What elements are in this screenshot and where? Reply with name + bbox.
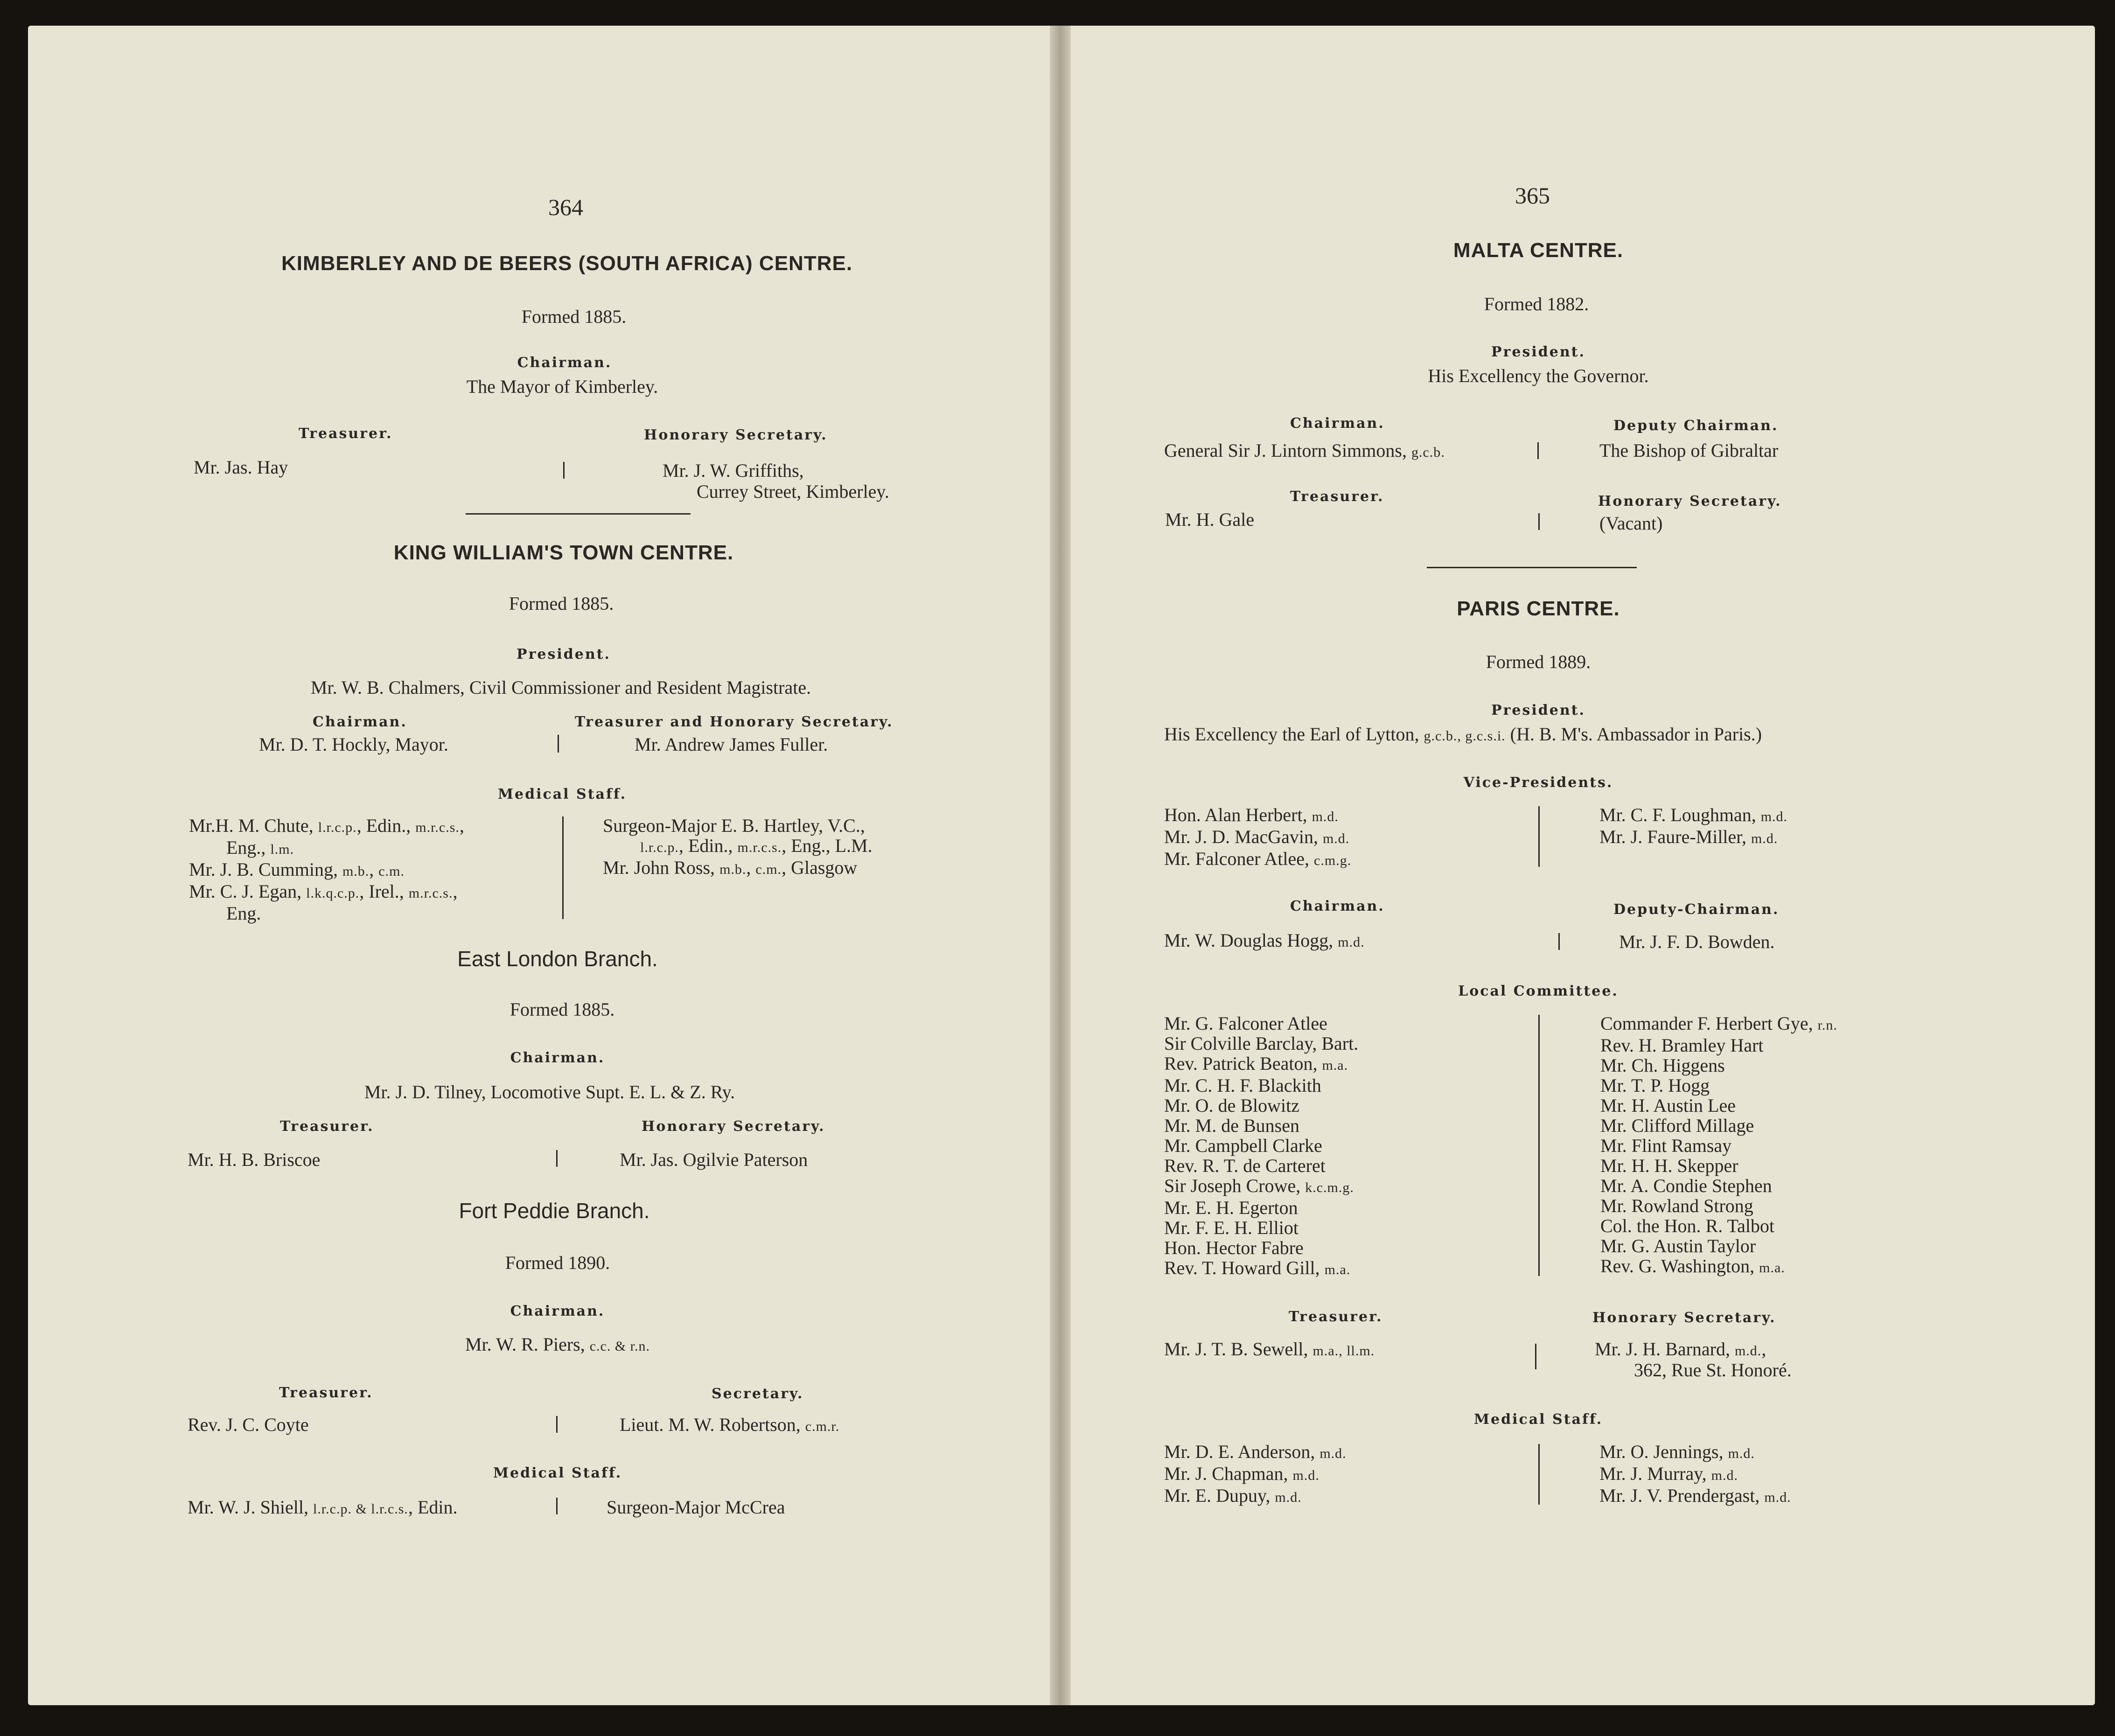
name-text: Mr. O. Jennings, bbox=[1599, 1441, 1728, 1462]
name-text: Mr. Ch. Higgens bbox=[1600, 1055, 1725, 1076]
list-item bbox=[1600, 1116, 1837, 1136]
name-text: Eng. bbox=[226, 903, 261, 924]
medical-staff-right bbox=[1599, 1442, 1791, 1507]
name-text: , bbox=[369, 859, 379, 880]
medical-staff-label: Medical Staff. bbox=[493, 1465, 622, 1481]
name-text: Rev. G. Washington, bbox=[1600, 1255, 1759, 1276]
list-item bbox=[1164, 1033, 1358, 1053]
deputy-chairman-name: Mr. J. F. D. Bowden. bbox=[1619, 931, 1775, 952]
formed-date: Formed 1885. bbox=[510, 999, 615, 1020]
local-committee-label: Local Committee. bbox=[1458, 983, 1619, 999]
list-item bbox=[1164, 1176, 1358, 1198]
chairman-label: Chairman. bbox=[1290, 898, 1385, 914]
formed-date: Formed 1889. bbox=[1486, 651, 1591, 672]
president-label: President. bbox=[517, 646, 611, 662]
list-item bbox=[1164, 1485, 1347, 1507]
name-text: Mr. E. H. Egerton bbox=[1164, 1197, 1298, 1218]
chairman-label: Chairman. bbox=[510, 1303, 605, 1319]
book-gutter bbox=[1050, 26, 1071, 1705]
name-text: Mr. D. E. Anderson, bbox=[1164, 1441, 1320, 1462]
name-text: Mr. J. B. Cumming, bbox=[189, 859, 342, 880]
treasurer-name: Mr. J. T. B. Sewell, m.a., ll.m. bbox=[1164, 1339, 1375, 1360]
list-item bbox=[1600, 1095, 1837, 1116]
name-text: Mr. M. de Bunsen bbox=[1164, 1115, 1299, 1136]
vice-presidents-left bbox=[1164, 805, 1351, 871]
list-item bbox=[189, 903, 464, 923]
qualification: r.n. bbox=[1817, 1018, 1837, 1033]
name-text: Mr. J. Faure-Miller, bbox=[1599, 826, 1752, 847]
list-item bbox=[1600, 1075, 1837, 1095]
qualification: m.d. bbox=[1760, 809, 1788, 824]
name-text: Rev. H. Bramley Hart bbox=[1600, 1035, 1764, 1056]
name-text: , Eng., L.M. bbox=[782, 835, 873, 856]
name-text: Mr. T. P. Hogg bbox=[1600, 1075, 1710, 1096]
chairman-label: Chairman. bbox=[510, 1050, 605, 1066]
name-text: Sir Colville Barclay, Bart. bbox=[1164, 1033, 1359, 1054]
list-item bbox=[1600, 1136, 1837, 1156]
secretary-address: Currey Street, Kimberley. bbox=[697, 481, 889, 502]
secretary-name: Mr. J. H. Barnard, m.d., bbox=[1595, 1339, 1766, 1360]
name-text: Mr. G. Falconer Atlee bbox=[1164, 1013, 1327, 1034]
column-divider bbox=[1538, 1015, 1540, 1276]
name-text: Mr. John Ross, bbox=[603, 857, 720, 878]
list-item bbox=[603, 816, 873, 836]
column-divider bbox=[1538, 513, 1540, 530]
local-committee-left bbox=[1164, 1013, 1358, 1280]
list-item bbox=[1599, 1464, 1791, 1485]
formed-date: Formed 1885. bbox=[521, 306, 627, 327]
list-item bbox=[1164, 1238, 1358, 1258]
name-text: Mr. J. D. MacGavin, bbox=[1164, 826, 1323, 847]
name-text: Sir Joseph Crowe, bbox=[1164, 1175, 1305, 1196]
name-text: , bbox=[459, 815, 464, 836]
name-text: Mr. Flint Ramsay bbox=[1600, 1135, 1732, 1156]
deputy-chairman-label: Deputy-Chairman. bbox=[1613, 901, 1780, 918]
qualification: m.r.c.s. bbox=[415, 820, 460, 835]
section-title: PARIS CENTRE. bbox=[1457, 597, 1620, 620]
name-text: Rev. R. T. de Carteret bbox=[1164, 1155, 1326, 1176]
treasurer-name: Mr. Jas. Hay bbox=[194, 457, 288, 478]
president-label: President. bbox=[1491, 702, 1585, 718]
list-item bbox=[1164, 1156, 1358, 1176]
qualification: c.m. bbox=[378, 864, 405, 879]
column-divider bbox=[1535, 1344, 1536, 1369]
list-item bbox=[1600, 1216, 1837, 1236]
column-divider bbox=[563, 462, 565, 479]
list-item bbox=[189, 816, 464, 837]
name-text: Mr. C. F. Loughman, bbox=[1599, 804, 1761, 825]
list-item bbox=[1599, 1442, 1791, 1464]
qualification: m.d. bbox=[1312, 809, 1339, 824]
name-text: Commander F. Herbert Gye, bbox=[1600, 1013, 1818, 1034]
column-divider bbox=[1558, 933, 1560, 950]
name-text: Mr. A. Condie Stephen bbox=[1600, 1175, 1772, 1196]
name-text: , Glasgow bbox=[782, 857, 858, 878]
column-divider bbox=[556, 1416, 558, 1433]
list-item bbox=[1164, 805, 1351, 827]
name-text: , Irel., bbox=[359, 881, 409, 902]
chairman-name: Mr. W. R. Piers, c.c. & r.n. bbox=[465, 1334, 650, 1355]
secretary-name: Mr. J. W. Griffiths, bbox=[663, 460, 804, 481]
section-rule bbox=[1427, 567, 1637, 568]
name-text: Surgeon-Major E. B. Hartley, V.C., bbox=[603, 815, 865, 836]
formed-date: Formed 1882. bbox=[1484, 293, 1589, 314]
qualification: m.a. bbox=[1324, 1262, 1351, 1277]
page-number: 364 bbox=[548, 194, 583, 220]
qualification: k.c.m.g. bbox=[1305, 1180, 1354, 1195]
qualification: m.d. bbox=[1292, 1468, 1319, 1483]
formed-date: Formed 1885. bbox=[509, 593, 614, 614]
list-item bbox=[1164, 1136, 1358, 1156]
name-text: Mr. H. H. Skepper bbox=[1600, 1155, 1738, 1176]
chairman-label: Chairman. bbox=[1290, 415, 1385, 432]
treasurer-label: Treasurer. bbox=[280, 1118, 374, 1135]
qualification: m.d. bbox=[1711, 1468, 1738, 1483]
secretary-label: Secretary. bbox=[712, 1386, 804, 1402]
secretary-label: Honorary Secretary. bbox=[1598, 493, 1782, 509]
formed-date: Formed 1890. bbox=[505, 1252, 610, 1273]
qualification: m.d. bbox=[1751, 831, 1778, 846]
deputy-chairman-label: Deputy Chairman. bbox=[1613, 418, 1779, 434]
qualification: m.a. bbox=[1322, 1058, 1348, 1073]
name-text: , Edin., bbox=[356, 815, 416, 836]
list-item bbox=[603, 836, 873, 858]
treasurer-label: Treasurer. bbox=[1289, 1309, 1383, 1325]
medical-staff-label: Medical Staff. bbox=[497, 786, 627, 802]
treasurer-name: Rev. J. C. Coyte bbox=[188, 1414, 309, 1435]
chairman-name: Mr. J. D. Tilney, Locomotive Supt. E. L. & Z. Ry. bbox=[364, 1081, 735, 1102]
page-number: 365 bbox=[1515, 182, 1550, 209]
column-divider bbox=[556, 1150, 558, 1167]
qualification: m.d. bbox=[1764, 1490, 1791, 1505]
list-item bbox=[1600, 1256, 1837, 1278]
name-text: Mr. J. V. Prendergast, bbox=[1599, 1485, 1765, 1506]
section-title: KIMBERLEY AND DE BEERS (SOUTH AFRICA) CENTRE. bbox=[281, 252, 853, 275]
list-item bbox=[1600, 1196, 1837, 1216]
qualification: m.a. bbox=[1759, 1260, 1785, 1276]
list-item bbox=[1164, 1218, 1358, 1238]
qualification: m.r.c.s. bbox=[408, 885, 453, 901]
qualification: m.b. bbox=[719, 862, 747, 877]
name-text: Mr. E. Dupuy, bbox=[1164, 1485, 1275, 1506]
name-text: Mr. Rowland Strong bbox=[1600, 1195, 1753, 1216]
name-text: Mr. F. E. H. Elliot bbox=[1164, 1217, 1298, 1238]
treasurer-secretary-label: Treasurer and Honorary Secretary. bbox=[575, 714, 893, 730]
name-text: Hon. Alan Herbert, bbox=[1164, 804, 1312, 825]
qualification: m.b. bbox=[342, 864, 370, 879]
secretary-name: Mr. Jas. Ogilvie Paterson bbox=[620, 1149, 808, 1170]
list-item bbox=[1600, 1236, 1837, 1256]
name-text: Mr.H. M. Chute, bbox=[189, 815, 318, 836]
vice-presidents-right bbox=[1599, 805, 1787, 849]
qualification: c.m. bbox=[755, 862, 782, 877]
section-title: MALTA CENTRE. bbox=[1453, 239, 1624, 262]
name-text: Mr. G. Austin Taylor bbox=[1600, 1235, 1756, 1256]
medical-staff-left: Mr. W. J. Shiell, l.r.c.p. & l.r.c.s., Edin. bbox=[188, 1497, 458, 1518]
branch-title: East London Branch. bbox=[457, 947, 658, 971]
list-item bbox=[1599, 1485, 1791, 1507]
column-divider bbox=[1538, 1444, 1540, 1505]
list-item bbox=[1599, 827, 1787, 849]
name-text: , Edin., bbox=[679, 835, 738, 856]
qualification: l.r.c.p. bbox=[318, 820, 357, 835]
list-item bbox=[189, 859, 464, 881]
medical-staff-right: Surgeon-Major McCrea bbox=[607, 1497, 785, 1518]
list-item bbox=[1164, 1095, 1358, 1116]
president-name: Mr. W. B. Chalmers, Civil Commissioner and Resident Magistrate. bbox=[310, 677, 811, 698]
local-committee-right bbox=[1600, 1013, 1837, 1278]
list-item bbox=[1600, 1176, 1837, 1196]
treasurer-name: Mr. H. Gale bbox=[1165, 509, 1255, 530]
list-item bbox=[603, 858, 873, 879]
list-item bbox=[1164, 1013, 1358, 1033]
list-item bbox=[1164, 1075, 1358, 1095]
qualification: m.d. bbox=[1728, 1446, 1755, 1461]
list-item bbox=[1164, 1116, 1358, 1136]
chairman-name: The Mayor of Kimberley. bbox=[466, 376, 658, 397]
qualification: l.r.c.p. bbox=[640, 840, 679, 855]
treasurer-label: Treasurer. bbox=[1290, 488, 1384, 505]
name-text: Mr. J. Chapman, bbox=[1164, 1463, 1293, 1484]
qualification: l.k.q.c.p. bbox=[306, 885, 360, 901]
list-item bbox=[1164, 827, 1351, 849]
vice-presidents-label: Vice-Presidents. bbox=[1463, 774, 1613, 791]
secretary-address: 362, Rue St. Honoré. bbox=[1634, 1360, 1792, 1380]
treasurer-label: Treasurer. bbox=[279, 1385, 373, 1401]
qualification: m.d. bbox=[1275, 1490, 1302, 1505]
list-item bbox=[1600, 1035, 1837, 1055]
list-item bbox=[189, 837, 464, 859]
section-rule bbox=[466, 513, 691, 515]
chairman-name: Mr. W. Douglas Hogg, m.d. bbox=[1164, 930, 1365, 951]
name-text: Mr. C. H. F. Blackith bbox=[1164, 1075, 1321, 1096]
treasurer-secretary-name: Mr. Andrew James Fuller. bbox=[635, 734, 828, 755]
secretary-label: Honorary Secretary. bbox=[1592, 1310, 1776, 1326]
secretary-name: (Vacant) bbox=[1599, 513, 1663, 534]
section-title: KING WILLIAM'S TOWN CENTRE. bbox=[393, 541, 734, 564]
name-text: Col. the Hon. R. Talbot bbox=[1600, 1215, 1775, 1236]
name-text: , bbox=[453, 881, 458, 902]
left-page bbox=[28, 26, 1059, 1705]
qualification: c.m.g. bbox=[1314, 853, 1352, 868]
list-item bbox=[1164, 1198, 1358, 1218]
column-divider bbox=[556, 1498, 558, 1514]
name-text: Mr. H. Austin Lee bbox=[1600, 1095, 1736, 1116]
list-item bbox=[1164, 1258, 1358, 1280]
president-name: His Excellency the Earl of Lytton, g.c.b., g.c.s.i. (H. B. M's. Ambassador in Paris.) bbox=[1164, 724, 1762, 745]
qualification: m.r.c.s. bbox=[737, 840, 782, 855]
medical-staff-label: Medical Staff. bbox=[1473, 1411, 1603, 1428]
list-item bbox=[1164, 1053, 1358, 1075]
treasurer-label: Treasurer. bbox=[299, 425, 393, 442]
qualification: m.d. bbox=[1322, 831, 1350, 846]
name-text: Mr. C. J. Egan, bbox=[189, 881, 307, 902]
name-text: Mr. O. de Blowitz bbox=[1164, 1095, 1299, 1116]
list-item bbox=[1600, 1055, 1837, 1075]
president-label: President. bbox=[1491, 344, 1585, 360]
list-item bbox=[1164, 1464, 1347, 1485]
column-divider bbox=[1538, 806, 1540, 867]
name-text: Mr. Clifford Millage bbox=[1600, 1115, 1754, 1136]
chairman-name: General Sir J. Lintorn Simmons, g.c.b. bbox=[1164, 440, 1445, 461]
secretary-label: Honorary Secretary. bbox=[642, 1118, 825, 1135]
chairman-label: Chairman. bbox=[517, 355, 612, 371]
secretary-name: Lieut. M. W. Robertson, c.m.r. bbox=[620, 1414, 840, 1435]
chairman-name: Mr. D. T. Hockly, Mayor. bbox=[259, 734, 448, 755]
name-text: Mr. J. Murray, bbox=[1599, 1463, 1711, 1484]
secretary-label: Honorary Secretary. bbox=[644, 427, 828, 443]
branch-title: Fort Peddie Branch. bbox=[459, 1199, 650, 1223]
name-text: Hon. Hector Fabre bbox=[1164, 1237, 1304, 1258]
name-text: Rev. Patrick Beaton, bbox=[1164, 1053, 1322, 1074]
list-item bbox=[189, 881, 464, 903]
medical-staff-left bbox=[189, 816, 464, 923]
list-item bbox=[1600, 1013, 1837, 1035]
name-text: , bbox=[746, 857, 756, 878]
name-text: Rev. T. Howard Gill, bbox=[1164, 1257, 1325, 1278]
name-text: Eng., bbox=[226, 837, 271, 858]
list-item bbox=[1600, 1156, 1837, 1176]
medical-staff-left bbox=[1164, 1442, 1347, 1507]
column-divider bbox=[562, 816, 564, 919]
chairman-label: Chairman. bbox=[313, 714, 407, 730]
name-text: Mr. Campbell Clarke bbox=[1164, 1135, 1322, 1156]
qualification: l.m. bbox=[270, 842, 294, 857]
list-item bbox=[1164, 849, 1351, 871]
column-divider bbox=[558, 735, 559, 753]
qualification: m.d. bbox=[1319, 1446, 1347, 1461]
medical-staff-right bbox=[603, 816, 873, 879]
list-item bbox=[1164, 1442, 1347, 1464]
treasurer-name: Mr. H. B. Briscoe bbox=[188, 1149, 321, 1170]
list-item bbox=[1599, 805, 1787, 827]
name-text: Mr. Falconer Atlee, bbox=[1164, 848, 1314, 869]
president-name: His Excellency the Governor. bbox=[1428, 365, 1649, 386]
deputy-chairman-name: The Bishop of Gibraltar bbox=[1599, 440, 1779, 461]
column-divider bbox=[1537, 442, 1539, 459]
